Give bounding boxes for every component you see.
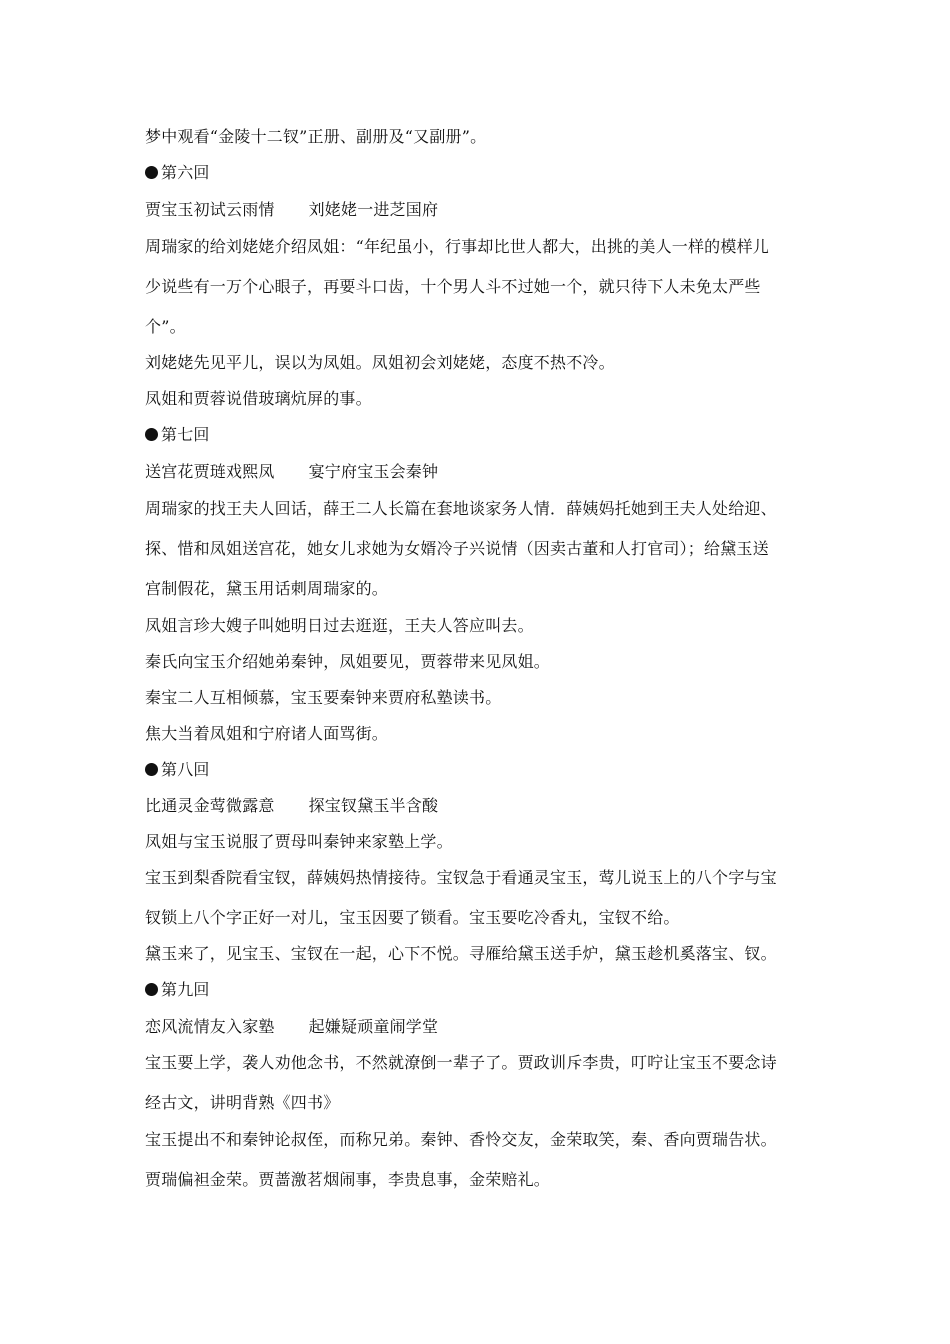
chapter-heading-6: 第六回 [145, 163, 210, 183]
text-line: 梦中观看“金陵十二钗”正册、副册及“又副册”。 [145, 127, 487, 146]
text-line: 探、惜和凤姐送宫花，她女儿求她为女婿冷子兴说情（因卖古董和人打官司）；给黛玉送 [145, 539, 769, 558]
bullet-icon [145, 763, 158, 776]
text-line: 经古文，讲明背熟《四书》 [145, 1093, 340, 1112]
chapter-title: 恋风流情友入家塾 起嫌疑顽童闹学堂 [145, 1017, 439, 1036]
chapter-heading-7: 第七回 [145, 425, 210, 445]
text-line: 宝玉要上学，袭人劝他念书，不然就潦倒一辈子了。贾政训斥李贵，叮咛让宝玉不要念诗 [145, 1053, 777, 1072]
chapter-heading-9: 第九回 [145, 980, 210, 1000]
text-line: 刘姥姥先见平儿，误以为凤姐。凤姐初会刘姥姥，态度不热不冷。 [145, 353, 615, 372]
chapter-heading-8: 第八回 [145, 760, 210, 780]
text-line: 周瑞家的给刘姥姥介绍凤姐：“年纪虽小，行事却比世人都大，出挑的美人一样的模样儿 [145, 237, 769, 256]
chapter-title: 送宫花贾琏戏熙凤 宴宁府宝玉会秦钟 [145, 462, 439, 481]
text-line: 焦大当着凤姐和宁府诸人面骂街。 [145, 724, 389, 743]
text-line: 钗锁上八个字正好一对儿，宝玉因要了锁看。宝玉要吃冷香丸，宝钗不给。 [145, 908, 680, 927]
chapter-title: 贾宝玉初试云雨情 刘姥姥一进芝国府 [145, 200, 439, 219]
text-line: 贾瑞偏袒金荣。贾蔷激茗烟闹事，李贵息事，金荣赔礼。 [145, 1170, 551, 1189]
text-line: 秦宝二人互相倾慕，宝玉要秦钟来贾府私塾读书。 [145, 688, 502, 707]
bullet-icon [145, 983, 158, 996]
text-line: 秦氏向宝玉介绍她弟秦钟，凤姐要见，贾蓉带来见凤姐。 [145, 652, 551, 671]
text-line: 凤姐和贾蓉说借玻璃炕屏的事。 [145, 389, 372, 408]
text-line: 个”。 [145, 317, 186, 336]
text-line: 周瑞家的找王夫人回话，薛王二人长篇在套地谈家务人情．薛姨妈托她到王夫人处给迎、 [145, 499, 777, 518]
bullet-icon [145, 428, 158, 441]
text-line: 少说些有一万个心眼子，再要斗口齿，十个男人斗不过她一个，就只待下人未免太严些 [145, 277, 761, 296]
bullet-icon [145, 166, 158, 179]
text-line: 宝玉提出不和秦钟论叔侄，而称兄弟。秦钟、香怜交友，金荣取笑，秦、香向贾瑞告状。 [145, 1130, 777, 1149]
text-line: 宫制假花，黛玉用话刺周瑞家的。 [145, 579, 389, 598]
chapter-title: 比通灵金莺微露意 探宝钗黛玉半含酸 [145, 796, 439, 815]
text-line: 黛玉来了，见宝玉、宝钗在一起，心下不悦。寻雁给黛玉送手炉，黛玉趁机奚落宝、钗。 [145, 944, 777, 963]
text-line: 凤姐言珍大嫂子叫她明日过去逛逛，王夫人答应叫去。 [145, 616, 534, 635]
text-line: 宝玉到梨香院看宝钗，薛姨妈热情接待。宝钗急于看通灵宝玉，莺儿说玉上的八个字与宝 [145, 868, 777, 887]
text-line: 凤姐与宝玉说服了贾母叫秦钟来家塾上学。 [145, 832, 453, 851]
